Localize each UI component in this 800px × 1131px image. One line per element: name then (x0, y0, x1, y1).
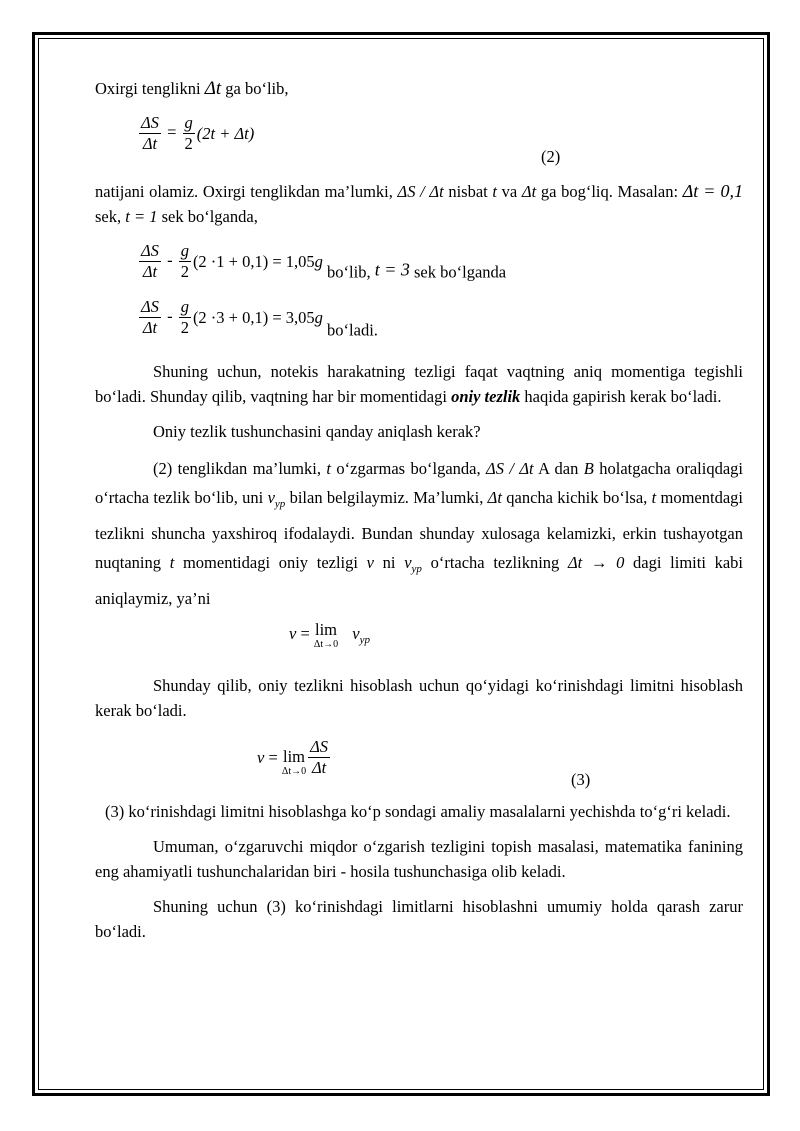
p2-dt: Δt (521, 182, 537, 201)
p8-text: Umuman, o‘zgaruvchi miqdor o‘zgarish tezligini topish masalasi, matematika fanining eng ahamiyatli tushunchalaridan biri - hosila tushunchasiga olib keladi. (95, 837, 743, 881)
p3-bold-term: oniy tezlik (451, 387, 521, 406)
eqB-after: bo‘ladi. (327, 320, 378, 340)
equation-2 (95, 109, 743, 171)
p1-dt: Δt (204, 78, 222, 99)
p5-text-d: holatgacha oraliqdagi o‘rtacha tezlik bo‘lib, uni (95, 459, 744, 507)
p5-t2: t (651, 488, 657, 507)
lim1-lim-word: lim (314, 620, 337, 639)
eqB-g-den: 2 (180, 318, 189, 337)
eq3-v: v (257, 748, 265, 767)
paragraph-7 (95, 799, 743, 824)
eqB-g-num: g (180, 297, 189, 316)
p3-text-b: haqida gapirish kerak bo‘ladi. (520, 387, 722, 406)
p1-text-a: Oxirgi tenglikni (95, 79, 205, 98)
eq2-label: (2) (541, 147, 561, 166)
p9-text: Shuning uchun (3) ko‘rinishdagi limitlarni hisoblashni umumiy holda qarash zarur bo‘ladi. (95, 897, 743, 941)
eq2-equals: = (162, 122, 181, 142)
eq2-g-num: g (184, 113, 193, 132)
p5-text-h: momentidagi oniy tezligi (174, 553, 367, 572)
eq3-lim (282, 748, 306, 778)
p5-dt: Δt (487, 488, 502, 507)
p5-text-e: bilan belgilaymiz. Ma’lumki, (285, 488, 488, 507)
p5-t: t (326, 459, 331, 478)
eqB-denominator: Δt (142, 318, 158, 337)
equation-example-1 (95, 237, 743, 293)
lim1-v: v (289, 624, 297, 643)
paragraph-1 (95, 76, 743, 101)
paragraph-5 (95, 454, 743, 613)
eq3-fraction (308, 737, 330, 778)
eq2-rhs: (2t + Δt) (196, 124, 255, 143)
eq3-lim-sub: Δt→0 (281, 765, 307, 777)
p2-text-c: va (497, 182, 522, 201)
p2-text-a: natijani olamiz. Oxirgi tenglikdan ma’lumki, (95, 182, 398, 201)
eqA-g-den: 2 (180, 262, 189, 281)
p5-text-f: qancha kichik bo‘lsa, (501, 488, 652, 507)
p5-v3: v (404, 553, 412, 572)
document-body (95, 76, 743, 944)
eqA-after2: sek bo‘lganda (409, 262, 507, 282)
lim1-lim (314, 621, 338, 651)
eq2-numerator: ΔS (141, 113, 159, 132)
p4-text: Oniy tezlik tushunchasini qanday aniqlash kerak? (153, 422, 481, 441)
lim1-vyp: v (352, 624, 360, 643)
p5-t3: t (169, 553, 175, 572)
eq2-g-den: 2 (184, 134, 193, 153)
eqA-denominator: Δt (142, 262, 158, 281)
p5-text-g: momentdagi tezlikni shuncha yaxshiroq ifodalaydi. Bundan shunday xulosaga kelamizki, erkin tushayotgan nuqtaning (95, 488, 743, 572)
eqA-g-num: g (180, 241, 189, 260)
p5-v: v (267, 488, 275, 507)
eqA-g-fraction (179, 241, 191, 282)
eqA-numerator: ΔS (141, 241, 159, 260)
p5-text-k: dagi limiti kabi aniqlaymiz, ya’ni (95, 553, 743, 608)
eqB-g: g (314, 308, 323, 327)
eqB-op: - (162, 306, 177, 326)
p5-v3-sub: yp (411, 563, 422, 575)
p5-ratio: ΔS / Δt (486, 459, 534, 478)
p3-text-a: Shuning uchun, notekis harakatning tezligi faqat vaqtning aniq momentiga tegishli bo‘ladi. Shunday qilib, vaqtning har bir momentidagi (95, 362, 743, 406)
equation-3 (95, 735, 743, 797)
paragraph-8 (95, 834, 743, 884)
eqB-rhs: (2 ·3 + 0,1) = 3,05 (192, 308, 315, 327)
paragraph-4 (95, 419, 743, 444)
p5-v2: v (366, 553, 374, 572)
p2-dt-value: Δt = 0,1 (682, 181, 743, 201)
eqB-g-fraction (179, 297, 191, 338)
eq3-label: (3) (571, 770, 591, 789)
eq3-denominator: Δt (311, 758, 327, 777)
p7-text: (3) ko‘rinishdagi limitni hisoblashga ko‘p sondagi amaliy masalalarni yechishda to‘g‘ri keladi. (105, 802, 731, 821)
eqA-rhs: (2 ·1 + 0,1) = 1,05 (192, 252, 315, 271)
p2-t: t (492, 182, 498, 201)
paragraph-2 (95, 179, 743, 229)
eqA-after1: bo‘lib, (327, 262, 375, 282)
eq3-lim-word: lim (282, 746, 305, 766)
p2-text-e: sek, (95, 207, 126, 226)
eq3-numerator: ΔS (310, 737, 329, 756)
equation-limit-1 (95, 619, 743, 665)
p2-text-f: sek bo‘lganda, (157, 207, 258, 226)
lim1-vyp-sub: yp (359, 634, 370, 646)
p2-t-value: t = 1 (125, 207, 158, 226)
p5-text-j: o‘rtacha tezlikning (421, 553, 568, 572)
eq2-denominator: Δt (142, 134, 158, 153)
p2-text-b: nisbat (443, 182, 493, 201)
lim1-lim-sub: Δt→0 (313, 639, 339, 650)
p1-text-b: ga bo‘lib, (221, 79, 289, 98)
p5-B: B (583, 459, 594, 478)
eqA-op: - (162, 250, 177, 270)
eqA-fraction (139, 241, 161, 282)
paragraph-6 (95, 673, 743, 723)
p5-v-sub: yp (274, 498, 286, 510)
eqA-t-value: t = 3 (374, 259, 410, 280)
eq2-g-fraction (183, 113, 195, 154)
p2-text-d: ga bog‘liq. Masalan: (536, 182, 683, 201)
p5-text-c: A dan (533, 459, 584, 478)
eqB-fraction (139, 297, 161, 338)
p6-text: Shunday qilib, oniy tezlikni hisoblash uchun qo‘yidagi ko‘rinishdagi limitni hisoblash kerak bo‘ladi. (95, 676, 743, 720)
equation-example-2 (95, 293, 743, 353)
p5-text-a: (2) tenglikdan ma’lumki, (153, 459, 327, 478)
p5-limit-expr: Δt → 0 (567, 553, 625, 572)
eq2-fraction (139, 113, 161, 154)
eqB-numerator: ΔS (141, 297, 159, 316)
eq3-eq: = (264, 748, 282, 767)
lim1-eq: = (296, 624, 314, 643)
p5-text-b: o‘zgarmas bo‘lganda, (330, 459, 487, 478)
paragraph-3 (95, 359, 743, 409)
eqA-g: g (314, 252, 323, 271)
paragraph-9 (95, 894, 743, 944)
p5-text-i: ni (373, 553, 405, 572)
p2-ratio: ΔS / Δt (397, 182, 444, 201)
